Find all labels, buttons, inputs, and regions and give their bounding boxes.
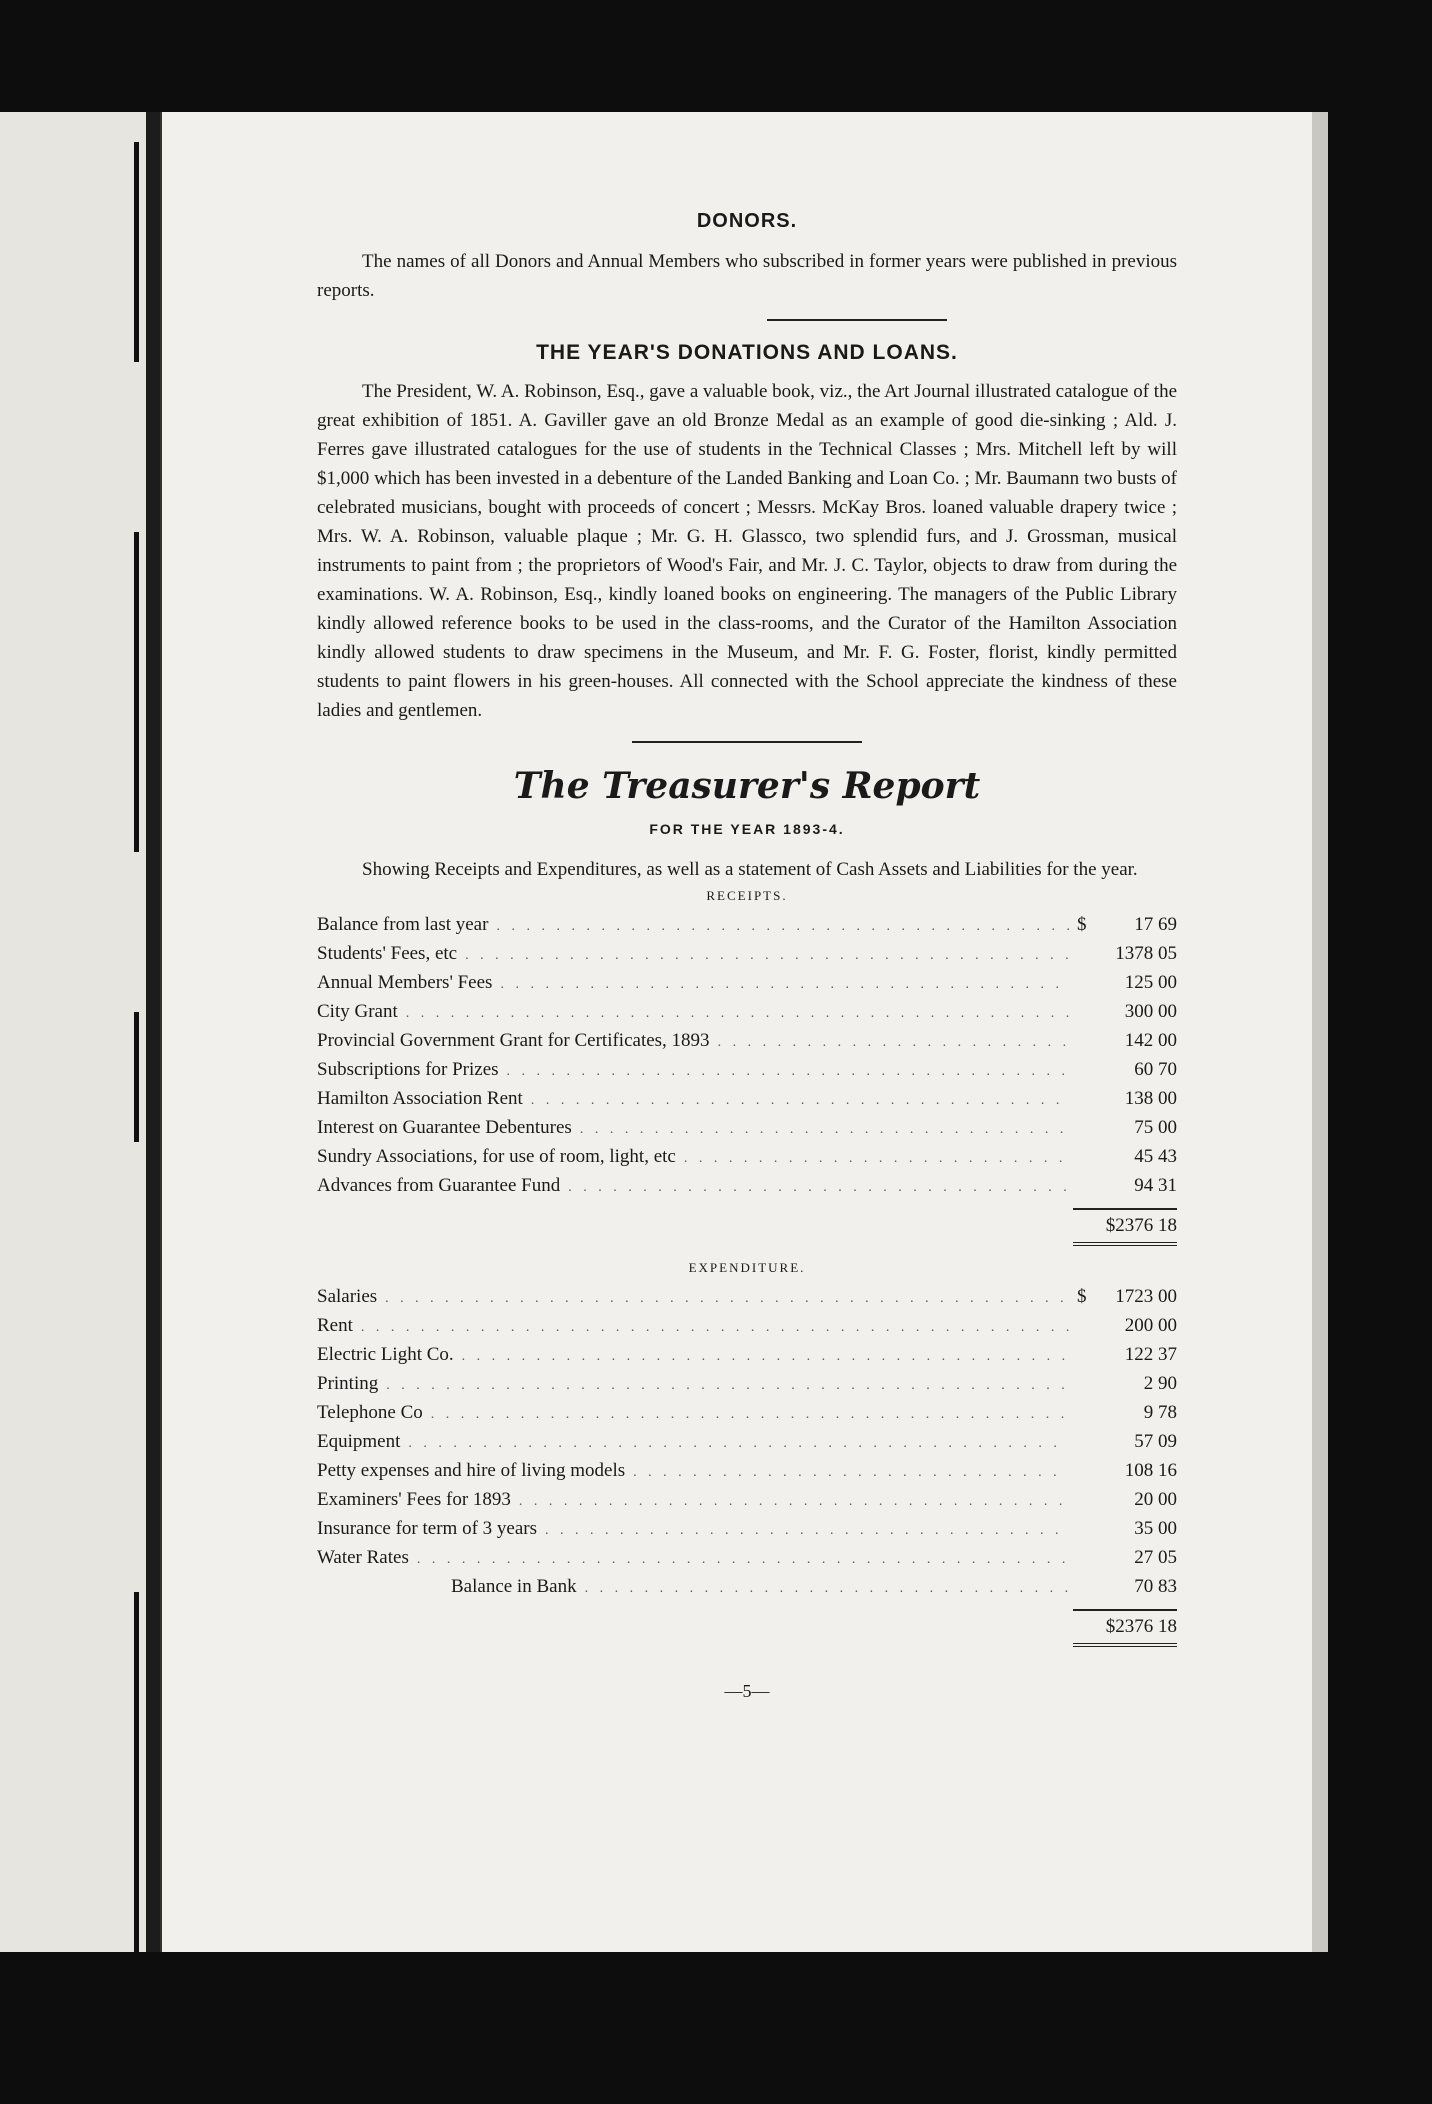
row-amount: 200 00 [1124, 1315, 1177, 1336]
ledger-row [317, 1001, 1177, 1030]
row-amount: 27 05 [1134, 1547, 1177, 1568]
ledger-row [317, 1547, 1177, 1576]
row-amount: 35 00 [1134, 1518, 1177, 1539]
row-label: Annual Members' Fees [317, 972, 493, 993]
expenditure-total-row [317, 1609, 1177, 1647]
row-amount: 57 09 [1134, 1431, 1177, 1452]
ledger-row [317, 1489, 1177, 1518]
row-label: Insurance for term of 3 years [317, 1518, 537, 1539]
leader-dots [568, 1180, 1069, 1196]
ledger-row [317, 1402, 1177, 1431]
receipts-list [317, 914, 1177, 1204]
row-amount: 60 70 [1134, 1059, 1177, 1080]
leader-dots [408, 1436, 1069, 1452]
leader-dots [585, 1581, 1069, 1597]
donors-paragraph: The names of all Donors and Annual Members who subscribed in former years were published in previous reports. [317, 251, 1177, 301]
leader-dots [496, 919, 1069, 935]
ledger-row [317, 1175, 1177, 1204]
leader-dots [406, 1006, 1069, 1022]
left-page-edge [0, 112, 149, 1952]
leader-dots [386, 1378, 1069, 1394]
binding-mark [134, 532, 139, 852]
ledger-row [317, 1117, 1177, 1146]
binding-mark [134, 142, 139, 362]
row-amount: 70 83 [1134, 1576, 1177, 1597]
row-amount: 108 16 [1124, 1460, 1177, 1481]
row-amount: 75 00 [1134, 1117, 1177, 1138]
row-amount: 9 78 [1143, 1402, 1177, 1423]
row-label: Sundry Associations, for use of room, light, etc [317, 1146, 676, 1167]
row-amount: 1723 00 [1115, 1286, 1177, 1307]
receipts-total: $2376 18 [1073, 1208, 1177, 1246]
row-label: Hamilton Association Rent [317, 1088, 523, 1109]
ledger-row [317, 1431, 1177, 1460]
receipts-heading: RECEIPTS. [706, 888, 788, 903]
ledger-row [317, 972, 1177, 1001]
row-amount: 45 43 [1134, 1146, 1177, 1167]
ledger-row [317, 1373, 1177, 1402]
binding-mark [134, 1592, 139, 1952]
row-label: Telephone Co [317, 1402, 423, 1423]
ledger-row [317, 1059, 1177, 1088]
expenditure-total: $2376 18 [1073, 1609, 1177, 1647]
row-amount: 125 00 [1124, 972, 1177, 993]
ledger-row [317, 1088, 1177, 1117]
row-label: Examiners' Fees for 1893 [317, 1489, 511, 1510]
right-page-edge [1310, 112, 1328, 1952]
leader-dots [580, 1122, 1069, 1138]
page-content [317, 210, 1177, 1702]
row-label: Water Rates [317, 1547, 409, 1568]
leader-dots [500, 977, 1069, 993]
leader-dots [531, 1093, 1069, 1109]
ledger-row [317, 1030, 1177, 1059]
row-label: Petty expenses and hire of living models [317, 1460, 626, 1481]
row-amount: 94 31 [1134, 1175, 1177, 1196]
ledger-row [317, 1146, 1177, 1175]
row-label: Equipment [317, 1431, 401, 1452]
donations-paragraph: The President, W. A. Robinson, Esq., gave a valuable book, viz., the Art Journal illustrated catalogue of the great exhibition of 1851. A. Gaviller gave an old Bronze Medal as an example of good die-sinking ; Ald. J. Ferres gave illustrated catalogues for the use of students in the Technical Classes ; Mrs. Mitchell left by will $1,000 which has been invested in a debenture of the Landed Banking and Loan Co. ; Mr. Baumann two busts of celebrated musicians, bought with proceeds of concert ; Messrs. McKay Bros. loaned valuable drapery twice ; Mrs. W. A. Robinson, valuable plaque ; Mr. G. H. Glassco, two splendid furs, and J. Grossman, musical instruments to paint from ; the proprietors of Wood's Fair, and Mr. J. C. Taylor, objects to draw from during the examinations. W. A. Robinson, Esq., kindly loaned books on engineering. The managers of the Public Library kindly allowed reference books to be used in the class-rooms, and the Curator of the Hamilton Association kindly allowed students to draw specimens in the Museum, and Mr. F. G. Foster, florist, kindly permitted students to paint flowers in his green-houses. All connected with the School appreciate the kindness of these ladies and gentlemen. [317, 381, 1177, 721]
donations-heading: THE YEAR'S DONATIONS AND LOANS. [536, 341, 958, 364]
row-label: Students' Fees, etc [317, 943, 458, 964]
row-amount: 1378 05 [1115, 943, 1177, 964]
expenditure-list [317, 1286, 1177, 1576]
row-label: Rent [317, 1315, 353, 1336]
row-amount: 17 69 [1134, 914, 1177, 935]
leader-dots [718, 1035, 1069, 1051]
section-divider [632, 741, 862, 743]
receipts-total-row [317, 1208, 1177, 1246]
report-year: FOR THE YEAR 1893-4. [649, 821, 845, 837]
leader-dots [633, 1465, 1069, 1481]
row-label: Electric Light Co. [317, 1344, 454, 1365]
donors-heading: DONORS. [696, 210, 798, 232]
row-amount: 300 00 [1124, 1001, 1177, 1022]
ledger-row [317, 1286, 1177, 1315]
ledger-row [317, 943, 1177, 972]
row-amount: 122 37 [1124, 1344, 1177, 1365]
ledger-row [317, 1460, 1177, 1489]
page-number: —5— [724, 1681, 770, 1701]
leader-dots [361, 1320, 1069, 1336]
row-label: Provincial Government Grant for Certificates, 1893 [317, 1030, 710, 1051]
row-dollar: $ [1077, 914, 1087, 935]
balance-row [317, 1576, 1177, 1605]
row-amount: 138 00 [1124, 1088, 1177, 1109]
ledger-row [317, 1344, 1177, 1373]
leader-dots [684, 1151, 1069, 1167]
section-divider [767, 319, 947, 321]
row-dollar: $ [1077, 1286, 1087, 1307]
leader-dots [431, 1407, 1069, 1423]
row-label: Subscriptions for Prizes [317, 1059, 499, 1080]
leader-dots [465, 948, 1069, 964]
row-label: City Grant [317, 1001, 398, 1022]
leader-dots [507, 1064, 1069, 1080]
ledger-row [317, 914, 1177, 943]
row-label: Balance in Bank [451, 1576, 577, 1597]
leader-dots [385, 1291, 1069, 1307]
row-label: Interest on Guarantee Debentures [317, 1117, 572, 1138]
row-label: Advances from Guarantee Fund [317, 1175, 561, 1196]
row-label: Salaries [317, 1286, 378, 1307]
leader-dots [462, 1349, 1069, 1365]
binding-mark [134, 1012, 139, 1142]
ledger-row [317, 1518, 1177, 1547]
treasurer-report-title: The Treasurer's Report [513, 765, 981, 807]
document-page [160, 112, 1312, 1952]
expenditure-heading: EXPENDITURE. [688, 1260, 806, 1275]
leader-dots [417, 1552, 1069, 1568]
row-label: Balance from last year [317, 914, 489, 935]
row-amount: 2 90 [1143, 1373, 1177, 1394]
leader-dots [519, 1494, 1069, 1510]
row-amount: 20 00 [1134, 1489, 1177, 1510]
row-amount: 142 00 [1124, 1030, 1177, 1051]
leader-dots [545, 1523, 1069, 1539]
report-intro: Showing Receipts and Expenditures, as well as a statement of Cash Assets and Liabilities for the year. [362, 859, 1138, 880]
ledger-row [317, 1315, 1177, 1344]
row-label: Printing [317, 1373, 379, 1394]
